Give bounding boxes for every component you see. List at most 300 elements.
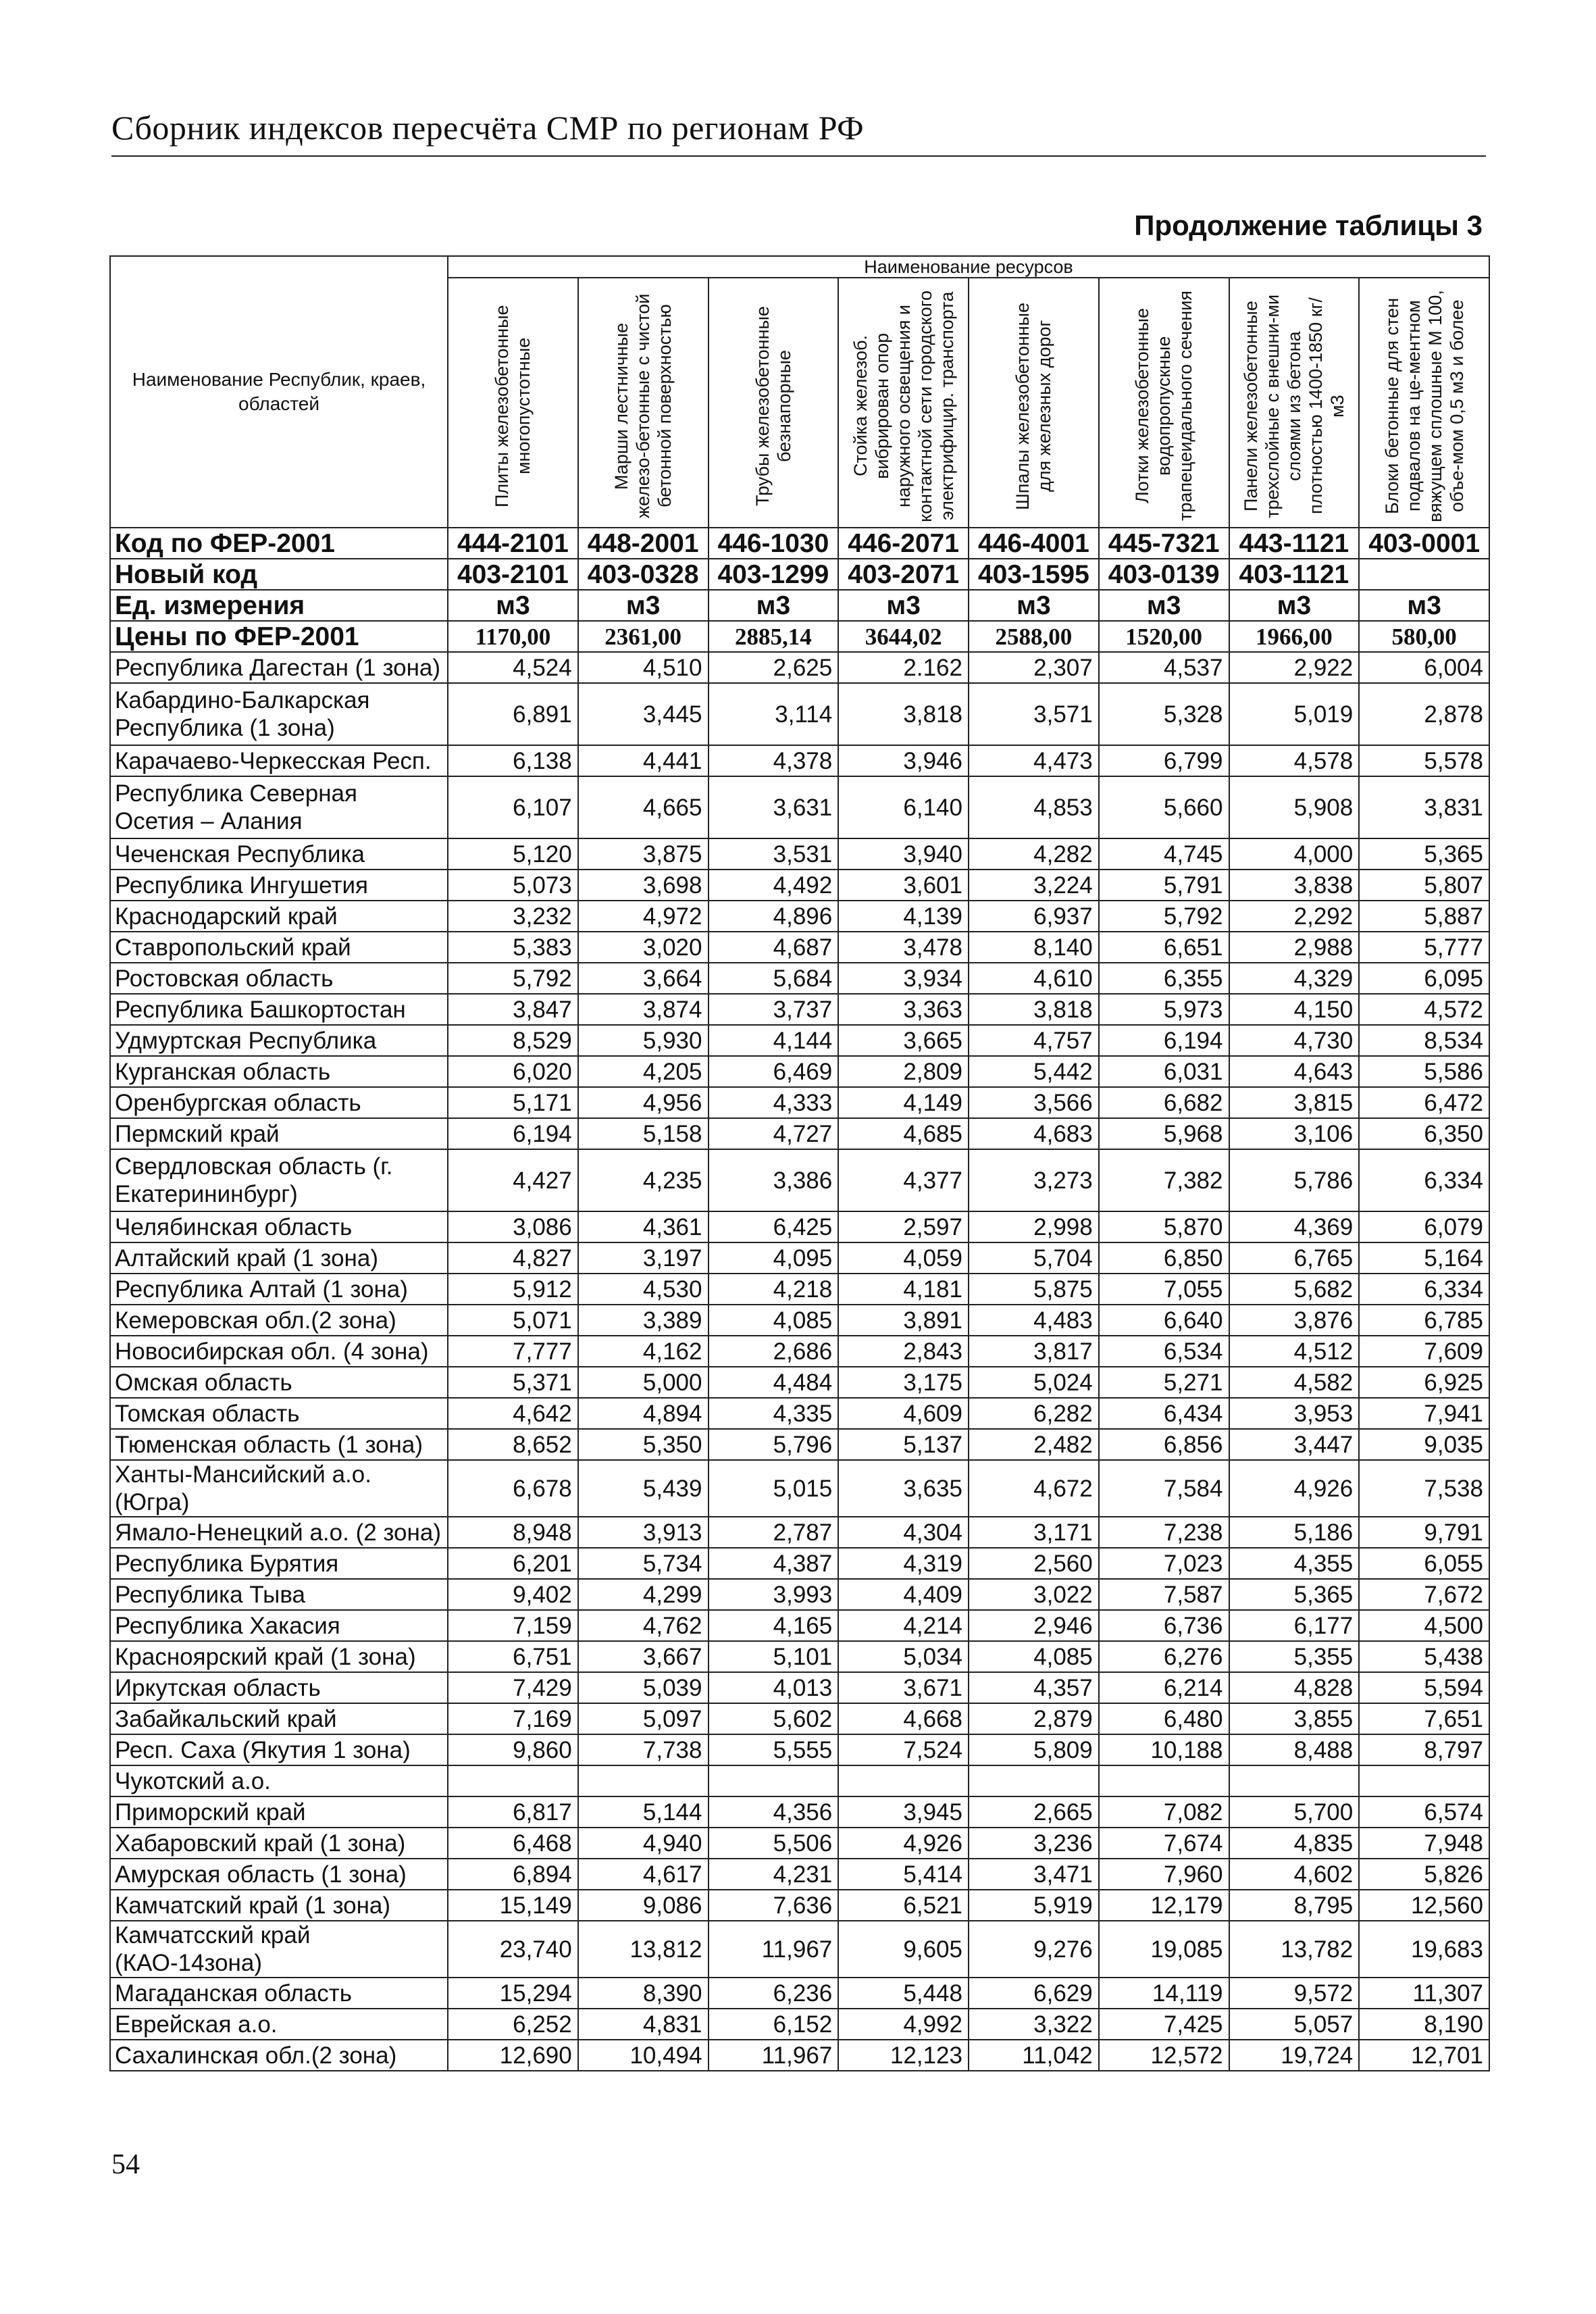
table-cell: 5,158 <box>578 1118 709 1149</box>
table-cell: 7,636 <box>709 1890 839 1921</box>
table-cell: 7,382 <box>1099 1149 1229 1211</box>
table-cell: 11,967 <box>709 1921 839 1978</box>
row-label: Код по ФЕР-2001 <box>110 528 448 559</box>
row-label: Красноярский край (1 зона) <box>110 1641 448 1672</box>
table-cell: 3,447 <box>1229 1429 1360 1460</box>
table-cell: 9,276 <box>969 1921 1099 1978</box>
table-cell: 2,625 <box>709 652 839 683</box>
fer-code-row <box>110 528 1489 559</box>
table-cell: 6,682 <box>1099 1087 1229 1118</box>
table-cell: 4,231 <box>709 1859 839 1890</box>
table-cell: 6,425 <box>709 1211 839 1242</box>
table-cell: 5,039 <box>578 1672 709 1703</box>
table-cell: 2,879 <box>969 1703 1099 1734</box>
table-cell: 3,232 <box>448 901 578 932</box>
page-number: 54 <box>111 2149 140 2180</box>
resource-column-header <box>1099 278 1229 528</box>
table-cell: 4,894 <box>578 1398 709 1429</box>
row-label: Курганская область <box>110 1056 448 1087</box>
table-cell: 7,082 <box>1099 1796 1229 1828</box>
table-cell: 6,894 <box>448 1859 578 1890</box>
table-cell: 12,560 <box>1359 1890 1489 1921</box>
table-cell <box>1359 559 1489 590</box>
table-cell: 6,925 <box>1359 1367 1489 1398</box>
row-label: Ханты-Мансийский а.о.(Югра) <box>110 1460 448 1517</box>
table-cell: 4,181 <box>838 1274 969 1305</box>
table-cell: 4,492 <box>709 870 839 901</box>
table-cell: 5,786 <box>1229 1149 1360 1211</box>
table-cell: 5,807 <box>1359 870 1489 901</box>
table-cell: 2,809 <box>838 1056 969 1087</box>
table-cell: 3,086 <box>448 1211 578 1242</box>
table-cell: 6,785 <box>1359 1305 1489 1336</box>
table-cell: 6,095 <box>1359 963 1489 994</box>
table-cell: 14,119 <box>1099 1978 1229 2009</box>
table-cell: 12,690 <box>448 2040 578 2071</box>
table-cell: 7,055 <box>1099 1274 1229 1305</box>
table-cell: 3,665 <box>838 1025 969 1056</box>
table-cell: 6,574 <box>1359 1796 1489 1828</box>
table-cell: 4,643 <box>1229 1056 1360 1087</box>
table-cell: 8,140 <box>969 932 1099 963</box>
table-cell: м3 <box>448 590 578 621</box>
table-cell: 5,186 <box>1229 1517 1360 1548</box>
region-name-header: Наименование Республик, краев, областей <box>110 256 448 528</box>
table-cell: 403-1299 <box>709 559 839 590</box>
table-cell: 5,328 <box>1099 683 1229 745</box>
table-cell: 4,665 <box>578 776 709 838</box>
table-cell: 4,926 <box>838 1828 969 1859</box>
table-cell: 7,587 <box>1099 1579 1229 1610</box>
row-label: Кемеровская обл.(2 зона) <box>110 1305 448 1336</box>
table-row <box>110 1517 1489 1548</box>
table-row <box>110 1579 1489 1610</box>
table-row <box>110 1274 1489 1305</box>
table-cell: 6,891 <box>448 683 578 745</box>
table-cell: 3,531 <box>709 838 839 870</box>
table-cell: 4,617 <box>578 1859 709 1890</box>
table-cell: 7,538 <box>1359 1460 1489 1517</box>
row-label: Ростовская область <box>110 963 448 994</box>
table-cell: 8,390 <box>578 1978 709 2009</box>
table-cell: 3,566 <box>969 1087 1099 1118</box>
table-cell: 5,826 <box>1359 1859 1489 1890</box>
table-cell: 3,445 <box>578 683 709 745</box>
table-cell: 15,294 <box>448 1978 578 2009</box>
table-cell: 8,534 <box>1359 1025 1489 1056</box>
row-label: Республика Хакасия <box>110 1610 448 1641</box>
table-cell: 6,765 <box>1229 1242 1360 1274</box>
table-cell: 4,361 <box>578 1211 709 1242</box>
table-cell: 3,946 <box>838 745 969 776</box>
table-cell: 4,745 <box>1099 838 1229 870</box>
table-cell: 4,940 <box>578 1828 709 1859</box>
table-cell: 4,473 <box>969 745 1099 776</box>
table-cell: 4,357 <box>969 1672 1099 1703</box>
table-cell: 6,107 <box>448 776 578 838</box>
row-label: Камчатский край (1 зона) <box>110 1890 448 1921</box>
table-row <box>110 838 1489 870</box>
table-cell: 4,602 <box>1229 1859 1360 1890</box>
table-cell: 5,101 <box>709 1641 839 1672</box>
table-row <box>110 1025 1489 1056</box>
table-cell: 8,529 <box>448 1025 578 1056</box>
table-cell: 3,389 <box>578 1305 709 1336</box>
resource-column-label: Трубы железобетонные безнапорные <box>752 306 794 506</box>
table-cell: 5,071 <box>448 1305 578 1336</box>
resource-column-label: Лотки железобетонные водопропускные трапецеидального сечения <box>1132 291 1196 522</box>
row-label: Республика Дагестан (1 зона) <box>110 652 448 683</box>
table-cell: 4,299 <box>578 1579 709 1610</box>
table-cell: 6,817 <box>448 1796 578 1828</box>
resource-column-label: Блоки бетонные для стен подвалов на це-ментном вяжущем сплошные М 100, объе-мом 0,5 м3 и более <box>1381 290 1467 522</box>
table-cell: 4,896 <box>709 901 839 932</box>
table-cell: 5,271 <box>1099 1367 1229 1398</box>
table-cell: 5,594 <box>1359 1672 1489 1703</box>
table-cell: 6,020 <box>448 1056 578 1087</box>
table-cell: 6,736 <box>1099 1610 1229 1641</box>
row-label: Тюменская область (1 зона) <box>110 1429 448 1460</box>
table-cell: 5,791 <box>1099 870 1229 901</box>
table-cell: 19,724 <box>1229 2040 1360 2071</box>
table-cell: 2,998 <box>969 1211 1099 1242</box>
table-cell: 3,737 <box>709 994 839 1025</box>
row-label: Респ. Саха (Якутия 1 зона) <box>110 1734 448 1765</box>
table-cell: 1520,00 <box>1099 621 1229 652</box>
table-cell: 6,651 <box>1099 932 1229 963</box>
table-cell: 6,629 <box>969 1978 1099 2009</box>
table-cell: 8,948 <box>448 1517 578 1548</box>
table-cell: 7,584 <box>1099 1460 1229 1517</box>
table-cell: 3,020 <box>578 932 709 963</box>
table-cell: 5,371 <box>448 1367 578 1398</box>
table-cell: 3,175 <box>838 1367 969 1398</box>
table-cell: 8,795 <box>1229 1890 1360 1921</box>
row-label: Магаданская область <box>110 1978 448 2009</box>
table-cell: 2,665 <box>969 1796 1099 1828</box>
table-row <box>110 776 1489 838</box>
table-cell: 12,179 <box>1099 1890 1229 1921</box>
table-cell: 10,494 <box>578 2040 709 2071</box>
table-row <box>110 1056 1489 1087</box>
table-cell: 3,635 <box>838 1460 969 1517</box>
table-cell: 5,350 <box>578 1429 709 1460</box>
row-label: Алтайский край (1 зона) <box>110 1242 448 1274</box>
table-cell: 5,000 <box>578 1367 709 1398</box>
table-cell: 6,355 <box>1099 963 1229 994</box>
table-cell: 5,439 <box>578 1460 709 1517</box>
table-cell: 5,704 <box>969 1242 1099 1274</box>
table-cell: 4,329 <box>1229 963 1360 994</box>
table-row <box>110 963 1489 994</box>
table-cell: 5,164 <box>1359 1242 1489 1274</box>
table-cell: 446-4001 <box>969 528 1099 559</box>
table-cell: 5,383 <box>448 932 578 963</box>
table-cell: 4,144 <box>709 1025 839 1056</box>
table-cell: 5,968 <box>1099 1118 1229 1149</box>
table-cell: 5,442 <box>969 1056 1099 1087</box>
row-label: Пермский край <box>110 1118 448 1149</box>
table-cell: 4,304 <box>838 1517 969 1548</box>
table-cell: 3,875 <box>578 838 709 870</box>
table-cell: 4,427 <box>448 1149 578 1211</box>
resource-column-label: Шпалы железобетонные для железных дорог <box>1012 302 1055 510</box>
table-cell: 3,171 <box>969 1517 1099 1548</box>
table-row <box>110 1548 1489 1579</box>
table-cell: 4,827 <box>448 1242 578 1274</box>
row-label: Чукотский а.о. <box>110 1765 448 1796</box>
resources-group-header: Наименование ресурсов <box>448 256 1489 278</box>
table-cell: 2,946 <box>969 1610 1099 1641</box>
table-row <box>110 1211 1489 1242</box>
table-cell: 4,831 <box>578 2009 709 2040</box>
table-cell: 2,878 <box>1359 683 1489 745</box>
table-cell: 403-0139 <box>1099 559 1229 590</box>
table-cell <box>448 1765 578 1796</box>
table-cell: 7,524 <box>838 1734 969 1765</box>
table-cell: 3,891 <box>838 1305 969 1336</box>
table-cell: 9,791 <box>1359 1517 1489 1548</box>
table-cell: 4,582 <box>1229 1367 1360 1398</box>
table-cell: 444-2101 <box>448 528 578 559</box>
table-cell: 7,159 <box>448 1610 578 1641</box>
table-cell: 3,114 <box>709 683 839 745</box>
table-cell: 4,235 <box>578 1149 709 1211</box>
table-cell: 4,530 <box>578 1274 709 1305</box>
table-cell: 5,809 <box>969 1734 1099 1765</box>
table-cell: 4,524 <box>448 652 578 683</box>
table-cell: 3,934 <box>838 963 969 994</box>
table-cell: 5,448 <box>838 1978 969 2009</box>
table-cell: 9,605 <box>838 1921 969 1978</box>
table-cell: 5,792 <box>448 963 578 994</box>
row-label: Оренбургская область <box>110 1087 448 1118</box>
table-cell: 4,000 <box>1229 838 1360 870</box>
table-row <box>110 1828 1489 1859</box>
row-label: Хабаровский край (1 зона) <box>110 1828 448 1859</box>
table-cell: 6,468 <box>448 1828 578 1859</box>
table-cell: 5,796 <box>709 1429 839 1460</box>
table-cell: 4,727 <box>709 1118 839 1149</box>
table-cell: 6,031 <box>1099 1056 1229 1087</box>
table-cell: 403-2071 <box>838 559 969 590</box>
table-cell: 4,150 <box>1229 994 1360 1025</box>
table-cell: 6,334 <box>1359 1149 1489 1211</box>
table-cell: 4,610 <box>969 963 1099 994</box>
table-cell: 3,224 <box>969 870 1099 901</box>
table-cell: 6,282 <box>969 1398 1099 1429</box>
row-label: Республика Ингушетия <box>110 870 448 901</box>
row-label: Ставропольский край <box>110 932 448 963</box>
table-cell: 6,055 <box>1359 1548 1489 1579</box>
table-cell: 4,441 <box>578 745 709 776</box>
table-cell: 5,887 <box>1359 901 1489 932</box>
table-cell: 5,912 <box>448 1274 578 1305</box>
table-cell: 5,870 <box>1099 1211 1229 1242</box>
table-cell: 2885,14 <box>709 621 839 652</box>
table-cell: 5,555 <box>709 1734 839 1765</box>
table-cell: 9,572 <box>1229 1978 1360 2009</box>
table-cell: 12,123 <box>838 2040 969 2071</box>
table-cell: 4,484 <box>709 1367 839 1398</box>
table-cell: 5,137 <box>838 1429 969 1460</box>
table-row <box>110 1734 1489 1765</box>
table-cell: 4,835 <box>1229 1828 1360 1859</box>
table-row <box>110 1703 1489 1734</box>
table-cell: 12,701 <box>1359 2040 1489 2071</box>
table-cell: 3,197 <box>578 1242 709 1274</box>
table-cell: 5,930 <box>578 1025 709 1056</box>
row-label: Челябинская область <box>110 1211 448 1242</box>
table-row <box>110 1087 1489 1118</box>
table-cell: 4,095 <box>709 1242 839 1274</box>
table-cell: 4,500 <box>1359 1610 1489 1641</box>
table-cell: 4,319 <box>838 1548 969 1579</box>
table-cell: 2,843 <box>838 1336 969 1367</box>
row-label: Ед. измерения <box>110 590 448 621</box>
table-cell: 9,035 <box>1359 1429 1489 1460</box>
table-cell: 4,683 <box>969 1118 1099 1149</box>
row-label: Амурская область (1 зона) <box>110 1859 448 1890</box>
table-cell: 3,471 <box>969 1859 1099 1890</box>
table-cell: 7,777 <box>448 1336 578 1367</box>
table-cell: 4,609 <box>838 1398 969 1429</box>
index-table-body <box>110 528 1489 2071</box>
table-cell: 2,482 <box>969 1429 1099 1460</box>
table-cell: 2.162 <box>838 652 969 683</box>
table-cell: 4,572 <box>1359 994 1489 1025</box>
table-cell: 7,169 <box>448 1703 578 1734</box>
table-cell: 4,162 <box>578 1336 709 1367</box>
table-cell: 6,751 <box>448 1641 578 1672</box>
table-cell: 2,686 <box>709 1336 839 1367</box>
resource-column-label: Стойка железоб. вибрирован опор наружного освещения и контактной сети городского электрифицир. транспорта <box>850 290 957 522</box>
table-cell: 403-1121 <box>1229 559 1360 590</box>
table-cell: 1966,00 <box>1229 621 1360 652</box>
table-cell: 8,190 <box>1359 2009 1489 2040</box>
table-cell: 3644,02 <box>838 621 969 652</box>
table-cell: 9,086 <box>578 1890 709 1921</box>
table-cell: 6,194 <box>448 1118 578 1149</box>
table-cell: 12,572 <box>1099 2040 1229 2071</box>
table-cell: м3 <box>1229 590 1360 621</box>
table-cell: 4,672 <box>969 1460 1099 1517</box>
table-row <box>110 1460 1489 1517</box>
table-cell: 4,214 <box>838 1610 969 1641</box>
table-cell: 4,926 <box>1229 1460 1360 1517</box>
table-row <box>110 1890 1489 1921</box>
row-label: Омская область <box>110 1367 448 1398</box>
table-cell: 5,024 <box>969 1367 1099 1398</box>
table-cell: 4,853 <box>969 776 1099 838</box>
table-cell: 6,276 <box>1099 1641 1229 1672</box>
table-cell: 4,537 <box>1099 652 1229 683</box>
table-cell: 4,512 <box>1229 1336 1360 1367</box>
row-label: Еврейская а.о. <box>110 2009 448 2040</box>
row-label: Чеченская Республика <box>110 838 448 870</box>
table-cell: 2,922 <box>1229 652 1360 683</box>
table-cell: 6,678 <box>448 1460 578 1517</box>
table-cell: 4,149 <box>838 1087 969 1118</box>
table-cell: 5,120 <box>448 838 578 870</box>
table-cell: 2,787 <box>709 1517 839 1548</box>
row-label: Камчатсский край (КАО-14зона) <box>110 1921 448 1978</box>
table-cell: 3,953 <box>1229 1398 1360 1429</box>
table-cell: 7,948 <box>1359 1828 1489 1859</box>
row-label: Республика Бурятия <box>110 1548 448 1579</box>
table-cell: 3,631 <box>709 776 839 838</box>
table-cell: 4,139 <box>838 901 969 932</box>
table-row <box>110 1641 1489 1672</box>
table-cell: 8,797 <box>1359 1734 1489 1765</box>
table-cell: м3 <box>838 590 969 621</box>
index-table <box>109 255 1490 2071</box>
row-label: Новый код <box>110 559 448 590</box>
table-cell: 6,004 <box>1359 652 1489 683</box>
table-cell: 4,730 <box>1229 1025 1360 1056</box>
table-cell: 5,973 <box>1099 994 1229 1025</box>
table-cell: 6,850 <box>1099 1242 1229 1274</box>
table-cell: 5,792 <box>1099 901 1229 932</box>
table-cell: 4,687 <box>709 932 839 963</box>
table-cell: 6,079 <box>1359 1211 1489 1242</box>
table-cell: 6,521 <box>838 1890 969 1921</box>
table-cell: 3,667 <box>578 1641 709 1672</box>
table-cell: 5,019 <box>1229 683 1360 745</box>
row-label: Забайкальский край <box>110 1703 448 1734</box>
table-cell: 2,988 <box>1229 932 1360 963</box>
table-cell: 4,218 <box>709 1274 839 1305</box>
table-cell: 13,782 <box>1229 1921 1360 1978</box>
table-cell: 5,506 <box>709 1828 839 1859</box>
table-row <box>110 1765 1489 1796</box>
table-cell <box>578 1765 709 1796</box>
table-cell: 448-2001 <box>578 528 709 559</box>
table-cell: 2,597 <box>838 1211 969 1242</box>
table-cell <box>838 1765 969 1796</box>
table-cell: 5,015 <box>709 1460 839 1517</box>
table-cell: 445-7321 <box>1099 528 1229 559</box>
row-label: Томская область <box>110 1398 448 1429</box>
table-cell: 6,138 <box>448 745 578 776</box>
row-label: Республика Северная Осетия – Алания <box>110 776 448 838</box>
row-label: Свердловская область (г. Екатерининбург) <box>110 1149 448 1211</box>
table-cell: 5,144 <box>578 1796 709 1828</box>
table-cell: 4,668 <box>838 1703 969 1734</box>
table-cell: 3,601 <box>838 870 969 901</box>
table-cell: 6,472 <box>1359 1087 1489 1118</box>
table-cell: 4,685 <box>838 1118 969 1149</box>
row-label: Иркутская область <box>110 1672 448 1703</box>
table-cell: 6,140 <box>838 776 969 838</box>
table-cell: 4,335 <box>709 1398 839 1429</box>
table-cell: 5,875 <box>969 1274 1099 1305</box>
table-cell: 4,828 <box>1229 1672 1360 1703</box>
table-cell: 6,480 <box>1099 1703 1229 1734</box>
table-cell: 11,042 <box>969 2040 1099 2071</box>
table-cell: 1170,00 <box>448 621 578 652</box>
table-cell: 5,365 <box>1229 1579 1360 1610</box>
row-label: Республика Тыва <box>110 1579 448 1610</box>
table-cell: 3,993 <box>709 1579 839 1610</box>
table-cell: 3,818 <box>838 683 969 745</box>
table-cell: 4,355 <box>1229 1548 1360 1579</box>
table-cell: 3,671 <box>838 1672 969 1703</box>
table-row <box>110 1367 1489 1398</box>
table-cell: м3 <box>1099 590 1229 621</box>
table-cell: 15,149 <box>448 1890 578 1921</box>
resource-column-label: Панели железобетонные трехслойные с внешни-ми слоями из бетона плотностью 1400-1850 кг/м3 <box>1240 294 1347 518</box>
